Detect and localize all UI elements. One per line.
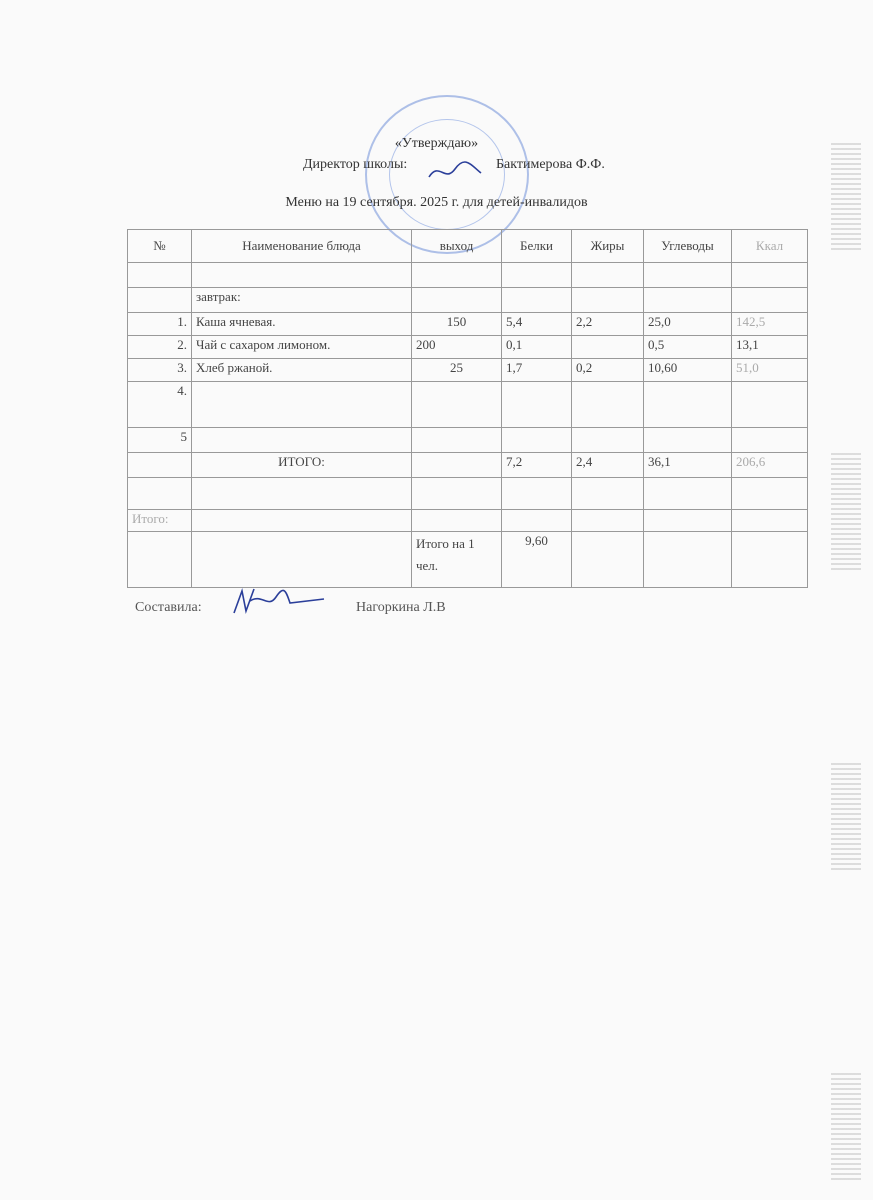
total-row: ИТОГО: 7,2 2,4 36,1 206,6 [128, 453, 808, 478]
table-row: 1. Каша ячневая. 150 5,4 2,2 25,0 142,5 [128, 313, 808, 336]
col-kcal: Ккал [732, 230, 808, 263]
table-header-row [128, 230, 808, 263]
meal-label: завтрак: [192, 288, 412, 313]
per-person-value: 9,60 [502, 532, 572, 588]
col-fat: Жиры [572, 230, 644, 263]
director-label: Директор школы: [303, 157, 408, 172]
composer-signature [228, 583, 328, 619]
scan-artifact [831, 140, 861, 250]
table-row [128, 478, 808, 510]
col-output: выход [412, 230, 502, 263]
menu-title: Меню на 19 сентября. 2025 г. для детей-инвалидов [285, 195, 588, 210]
director-signature [425, 157, 485, 185]
director-line [303, 157, 605, 173]
scan-artifact [831, 1070, 861, 1180]
scan-artifact [831, 450, 861, 570]
menu-table [127, 229, 808, 588]
grand-total-row [128, 510, 808, 532]
director-name: Бактимерова Ф.Ф. [496, 157, 605, 172]
grand-label: Итого: [128, 510, 192, 532]
scan-artifact [831, 760, 861, 870]
total-label: ИТОГО: [192, 453, 412, 478]
composed-label: Составила: [135, 600, 202, 615]
table-row: 5 [128, 428, 808, 453]
composer-name: Нагоркина Л.В [356, 600, 446, 615]
col-protein: Белки [502, 230, 572, 263]
col-number: № [128, 230, 192, 263]
table-row: 3. Хлеб ржаной. 25 1,7 0,2 10,60 51,0 [128, 359, 808, 382]
per-person-label: Итого на 1 чел. [412, 532, 502, 588]
table-row: 4. [128, 382, 808, 428]
table-row [128, 263, 808, 288]
approve-heading: «Утверждаю» [394, 136, 479, 151]
per-person-row [128, 532, 808, 588]
col-carbs: Углеводы [644, 230, 732, 263]
table-row [128, 288, 808, 313]
col-name: Наименование блюда [192, 230, 412, 263]
table-row: 2. Чай с сахаром лимоном. 200 0,1 0,5 13,1 [128, 336, 808, 359]
